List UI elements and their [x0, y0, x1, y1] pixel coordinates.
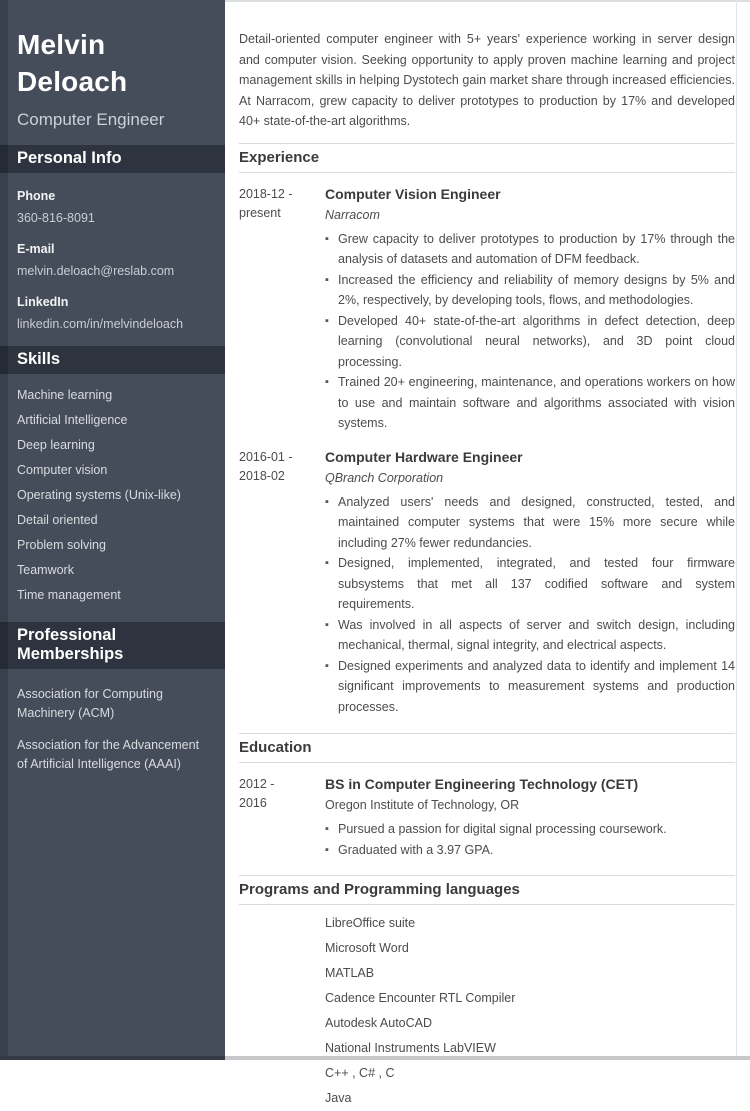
entry-body [325, 448, 735, 718]
entry-body [325, 185, 735, 434]
professional-summary: Detail-oriented computer engineer with 5+ years' experience working in server design and computer vision. Seeking opportunity to apply proven machine learning and project management skills in helping Dystotech gain market share through increased efficiencies. At Narracom, grew capacity to deliver prototypes to production by 17% and developed 40+ state-of-the-art algorithms. [239, 32, 735, 128]
section-heading-education: Education [239, 733, 735, 763]
company-name: Narracom [325, 207, 380, 222]
section-heading-skills: Skills [0, 346, 225, 374]
phone-label: Phone [17, 189, 56, 203]
program-item: MATLAB [325, 966, 375, 980]
linkedin-label: LinkedIn [17, 295, 69, 309]
membership-item: Association for Computing Machinery (ACM) [17, 687, 163, 720]
memberships-list [0, 669, 225, 774]
skill-item: Time management [17, 588, 121, 602]
candidate-name: Melvin Deloach [17, 29, 128, 97]
job-bullet: ▪ Increased the efficiency and reliability of memory designs by 5% and 2%, respectively, by developing tools, flows, and methodologies. [325, 270, 735, 311]
linkedin-value: linkedin.com/in/melvindeloach [17, 317, 184, 331]
entry-date [239, 448, 325, 718]
experience-entry [239, 448, 735, 718]
job-bullet: ▪ Grew capacity to deliver prototypes to production by 17% through the analysis of datasets and automation of DFM feedback. [325, 229, 735, 270]
education-bullet-list [325, 819, 735, 860]
membership-item: Association for the Advancement of Artificial Intelligence (AAAI) [17, 738, 200, 771]
skill-item: Detail oriented [17, 513, 98, 527]
date-end: present [239, 205, 281, 220]
education-entry [239, 775, 735, 860]
email-label: E-mail [17, 242, 55, 256]
email-value: melvin.deloach@reslab.com [17, 264, 175, 278]
entry-date [239, 185, 325, 434]
program-item: Cadence Encounter RTL Compiler [325, 991, 516, 1005]
skill-item: Teamwork [17, 563, 74, 577]
page-edge-bottom [0, 1056, 750, 1060]
experience-entry [239, 185, 735, 434]
section-heading-personal-info: Personal Info [0, 145, 225, 173]
job-bullet: ▪ Developed 40+ state-of-the-art algorithms in defect detection, deep learning (convolutional neural networks), and 3D point cloud processing. [325, 311, 735, 373]
job-title: Computer Vision Engineer [325, 185, 501, 202]
candidate-job-title: Computer Engineer [17, 110, 165, 129]
program-item: Microsoft Word [325, 941, 409, 955]
education-bullet: ▪ Pursued a passion for digital signal processing coursework. [325, 819, 735, 840]
entry-date [239, 775, 325, 860]
date-end: 2018-02 [239, 468, 285, 483]
company-name: QBranch Corporation [325, 470, 444, 485]
skill-item: Computer vision [17, 463, 108, 477]
section-heading-memberships: Professional Memberships [0, 622, 225, 669]
job-bullet: ▪ Trained 20+ engineering, maintenance, and operations workers on how to use and maintain software and algorithms associated with vision systems. [325, 372, 735, 434]
education-bullet: ▪ Graduated with a 3.97 GPA. [325, 840, 735, 861]
job-bullet: ▪ Designed, implemented, integrated, and tested four firmware subsystems that met all 137 codified software and system requirements. [325, 553, 735, 615]
program-item: Java [325, 1091, 352, 1105]
job-bullet-list [325, 229, 735, 434]
program-item: Autodesk AutoCAD [325, 1016, 433, 1030]
skill-item: Problem solving [17, 538, 106, 552]
program-item: National Instruments LabVIEW [325, 1041, 496, 1055]
school-name: Oregon Institute of Technology, OR [325, 798, 520, 812]
page-edge-right [736, 0, 737, 1056]
program-item: C++ , C# , C [325, 1066, 395, 1080]
job-bullet: ▪ Designed experiments and analyzed data to identify and implement 14 significant improvements to measurement systems and production processes. [325, 656, 735, 718]
entry-body [325, 775, 735, 860]
skill-item: Deep learning [17, 438, 95, 452]
personal-info-list [0, 189, 225, 332]
job-bullet: ▪ Analyzed users' needs and designed, constructed, tested, and maintained computer systems that were 15% more secure while including 27% fewer redundancies. [325, 492, 735, 554]
skills-list [0, 374, 225, 608]
skill-item: Artificial Intelligence [17, 413, 128, 427]
job-bullet: ▪ Was involved in all aspects of server and switch design, including mechanical, thermal, signal integrity, and electrical aspects. [325, 615, 735, 656]
sidebar [0, 0, 225, 1056]
section-heading-experience: Experience [239, 143, 735, 173]
date-start: 2012 - [239, 777, 275, 791]
program-item: LibreOffice suite [325, 916, 416, 930]
date-end: 2016 [239, 796, 267, 810]
date-start: 2016-01 - [239, 449, 293, 464]
phone-value: 360-816-8091 [17, 211, 95, 225]
skill-item: Operating systems (Unix-like) [17, 488, 181, 502]
degree-title: BS in Computer Engineering Technology (CET) [325, 776, 639, 792]
programs-list [325, 905, 735, 1111]
date-start: 2018-12 - [239, 186, 293, 201]
section-heading-programs: Programs and Programming languages [239, 875, 735, 905]
job-bullet-list [325, 492, 735, 718]
main-content [225, 0, 750, 1105]
job-title: Computer Hardware Engineer [325, 448, 523, 465]
skill-item: Machine learning [17, 388, 113, 402]
